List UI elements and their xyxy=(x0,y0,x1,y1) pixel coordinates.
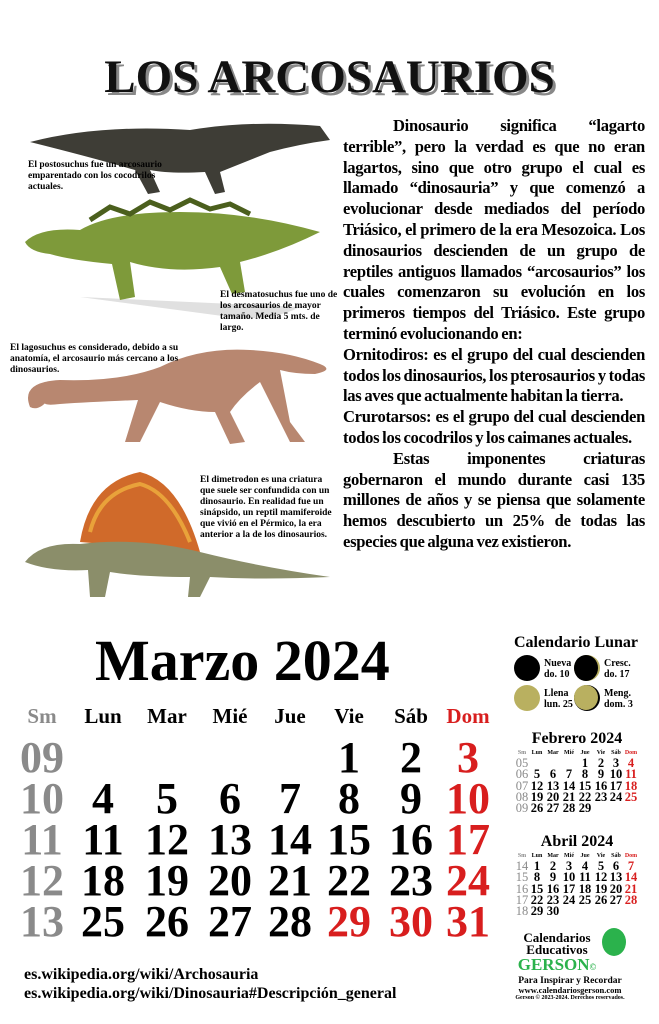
full-moon-icon xyxy=(514,685,540,711)
lunar-phase-new xyxy=(544,658,571,680)
copyright-mark: © xyxy=(589,962,597,972)
mini-day-cell: 21 xyxy=(624,881,638,896)
weekday-header: Sm xyxy=(27,704,57,728)
day-cell: 1 xyxy=(338,733,360,782)
mini-day-cell: 15 xyxy=(578,778,592,793)
day-cell: 6 xyxy=(219,774,241,823)
mini-week-number: 06 xyxy=(515,767,529,782)
lunar-phase-waning xyxy=(604,688,633,710)
mini-day-cell: 8 xyxy=(581,767,589,782)
mini-day-cell: 20 xyxy=(546,789,560,804)
day-cell: 20 xyxy=(208,856,252,905)
week-number: 10 xyxy=(20,774,64,823)
mini-weekday-header: Jue xyxy=(580,750,590,756)
waxing-moon-icon xyxy=(574,655,600,681)
day-cell: 18 xyxy=(81,856,125,905)
mini-weekday-header: Dom xyxy=(624,853,638,859)
phase-date: do. 17 xyxy=(604,669,630,680)
day-cell: 14 xyxy=(268,815,312,864)
day-cell: 29 xyxy=(327,897,371,946)
day-cell: 5 xyxy=(156,774,178,823)
phase-name: Nueva xyxy=(544,658,572,669)
mini-day-cell: 2 xyxy=(597,756,605,770)
mini-weekday-header: Vie xyxy=(596,750,606,756)
mini-day-cell: 11 xyxy=(625,767,637,782)
day-cell: 24 xyxy=(446,856,490,905)
mini-day-cell: 23 xyxy=(594,789,608,804)
day-cell: 12 xyxy=(145,815,189,864)
reference-links xyxy=(24,965,396,1003)
mini-day-cell: 12 xyxy=(530,778,544,793)
weekday-header: Mié xyxy=(212,704,248,728)
day-cell: 27 xyxy=(208,897,252,946)
mini-calendar-title: Abril 2024 xyxy=(540,833,614,850)
day-cell: 7 xyxy=(279,774,301,823)
day-cell: 26 xyxy=(145,897,189,946)
mini-day-cell: 28 xyxy=(624,892,638,907)
mini-week-number: 08 xyxy=(515,789,529,804)
weekday-header: Dom xyxy=(446,704,490,728)
mini-calendar-title: Febrero 2024 xyxy=(531,730,623,747)
day-cell: 3 xyxy=(457,733,479,782)
link-dinosauria[interactable]: es.wikipedia.org/wiki/Dinosauria#Descripción_general xyxy=(24,985,397,1002)
day-cell: 17 xyxy=(446,815,490,864)
lunar-phase-full xyxy=(544,688,573,710)
day-cell: 9 xyxy=(400,774,422,823)
week-number: 11 xyxy=(21,815,63,864)
day-cell: 31 xyxy=(446,897,490,946)
new-moon-icon xyxy=(514,655,540,681)
mini-day-cell: 30 xyxy=(546,904,560,919)
week-number: 13 xyxy=(20,897,64,946)
logo-line1: Calendarios xyxy=(523,930,591,945)
mini-day-cell: 24 xyxy=(562,892,576,907)
paragraph-conclusion: Estas imponentes criaturas gobernaron el mundo durante casi 135 millones de años y se piensa que solamente hemos descubierto un 25% de todas las especies que alguna vez existieron. xyxy=(343,448,645,551)
day-cell: 4 xyxy=(92,774,114,823)
mini-day-cell: 26 xyxy=(594,892,608,907)
mini-weekday-header: Sm xyxy=(517,853,527,859)
day-cell: 21 xyxy=(268,856,312,905)
mini-day-cell: 11 xyxy=(579,870,591,885)
mini-weekday-header: Lun xyxy=(531,853,543,859)
mini-day-cell: 3 xyxy=(612,756,620,770)
mini-week-number: 16 xyxy=(515,881,529,896)
mini-day-cell: 25 xyxy=(578,892,592,907)
paragraph-ornitodiros: Ornitodiros: es el grupo del cual descienden todos los dinosaurios, los pterosaurios y todas las aves que actualmente habitan la tierra. xyxy=(343,344,645,406)
phase-name: Llena xyxy=(544,688,569,699)
mini-day-cell: 10 xyxy=(609,767,623,782)
mini-day-cell: 9 xyxy=(549,870,557,885)
mini-day-cell: 29 xyxy=(578,801,592,816)
lunar-phase-waxing xyxy=(604,658,631,680)
mini-day-cell: 22 xyxy=(578,789,592,804)
caption-dimetrodon: El dimetrodon es una criatura que suele ser confundida con un dinosaurio. En realidad fue un sinápsido, un reptil mamiferoide que vivió en el Pérmico, la era anterior a la de los dinosaurios. xyxy=(200,475,332,540)
mini-day-cell: 10 xyxy=(562,870,576,885)
phase-name: Cresc. xyxy=(604,658,631,669)
phase-date: do. 10 xyxy=(544,669,570,680)
logo-url[interactable]: www.calendariosgerson.com xyxy=(518,985,622,995)
mini-day-cell: 6 xyxy=(549,767,557,782)
day-cell: 2 xyxy=(400,733,422,782)
logo-rights: Gerson © 2023-2024. Derechos reservados. xyxy=(515,995,625,1001)
day-cell: 30 xyxy=(389,897,433,946)
mini-day-cell: 13 xyxy=(609,870,623,885)
mini-day-cell: 7 xyxy=(627,859,635,873)
mini-day-cell: 21 xyxy=(562,789,576,804)
day-cell: 13 xyxy=(208,815,252,864)
mini-week-number: 15 xyxy=(515,870,529,885)
mini-day-cell: 24 xyxy=(609,789,623,804)
mini-day-cell: 20 xyxy=(609,881,623,896)
day-cell: 10 xyxy=(446,774,490,823)
day-cell: 15 xyxy=(327,815,371,864)
mini-weekday-header: Sáb xyxy=(611,750,621,756)
mini-day-cell: 27 xyxy=(609,892,623,907)
mini-week-number: 07 xyxy=(515,778,529,793)
mini-week-number: 17 xyxy=(515,892,529,907)
mini-day-cell: 7 xyxy=(565,767,573,782)
mini-day-cell: 6 xyxy=(612,859,620,873)
mini-weekday-header: Mié xyxy=(564,853,574,859)
logo-brand: GERSON xyxy=(517,955,590,974)
mini-weekday-header: Lun xyxy=(531,750,543,756)
day-cell: 22 xyxy=(327,856,371,905)
mini-weekday-header: Sm xyxy=(517,750,527,756)
article-text xyxy=(343,116,645,553)
mini-weekday-header: Mar xyxy=(547,750,559,756)
logo-line2: Educativos xyxy=(526,942,588,957)
mini-day-cell: 29 xyxy=(530,904,544,919)
mini-day-cell: 1 xyxy=(581,756,589,770)
mini-week-number: 09 xyxy=(515,801,529,816)
mini-day-cell: 14 xyxy=(624,870,638,885)
caption-desmatosuchus: El desmatosuchus fue uno de los arcosaurios de mayor tamaño. Media 5 mts. de largo. xyxy=(220,290,338,333)
day-cell: 23 xyxy=(389,856,433,905)
mini-day-cell: 28 xyxy=(562,801,576,816)
mini-day-cell: 15 xyxy=(530,881,544,896)
lunar-calendar-title: Calendario Lunar xyxy=(514,634,639,651)
mini-day-cell: 1 xyxy=(533,859,541,873)
mini-day-cell: 16 xyxy=(594,778,608,793)
caption-postosuchus: El postosuchus fue un arcosaurio emparentado con los cocodrilos actuales. xyxy=(28,160,162,192)
mini-day-cell: 5 xyxy=(533,767,541,782)
day-cell: 8 xyxy=(338,774,360,823)
mini-weekday-header: Vie xyxy=(596,853,606,859)
mini-day-cell: 5 xyxy=(597,859,605,873)
mini-day-cell: 26 xyxy=(530,801,544,816)
day-cell: 16 xyxy=(389,815,433,864)
mini-day-cell: 17 xyxy=(562,881,576,896)
mini-day-cell: 19 xyxy=(530,789,544,804)
phase-date: lun. 25 xyxy=(544,699,573,710)
mini-day-cell: 12 xyxy=(594,870,608,885)
mini-week-number: 14 xyxy=(515,859,529,873)
day-cell: 19 xyxy=(145,856,189,905)
mini-day-cell: 8 xyxy=(533,870,541,885)
mini-day-cell: 25 xyxy=(624,789,638,804)
mini-weekday-header: Mié xyxy=(564,750,574,756)
mini-day-cell: 22 xyxy=(530,892,544,907)
mini-day-cell: 3 xyxy=(565,859,573,873)
mini-day-cell: 9 xyxy=(597,767,605,782)
day-cell: 11 xyxy=(82,815,124,864)
mini-week-number: 18 xyxy=(515,904,529,919)
day-cell: 25 xyxy=(81,897,125,946)
mini-day-cell: 27 xyxy=(546,801,560,816)
day-cell: 28 xyxy=(268,897,312,946)
week-number: 12 xyxy=(20,856,64,905)
paragraph-crurotarsos: Crurotarsos: es el grupo del cual descienden todos los cocodrilos y los caimanes actuales. xyxy=(343,407,645,447)
page-title: LOS ARCOSAURIOS xyxy=(104,51,555,103)
mini-week-number: 05 xyxy=(515,756,529,770)
caption-lagosuchus: El lagosuchus es considerado, debido a su anatomía, el arcosaurio más cercano a los dinosaurios. xyxy=(10,343,179,375)
mini-day-cell: 19 xyxy=(594,881,608,896)
mini-day-cell: 23 xyxy=(546,892,560,907)
apple-mascot-icon xyxy=(602,928,626,956)
mini-day-cell: 18 xyxy=(624,778,638,793)
mini-day-cell: 4 xyxy=(581,859,589,873)
mini-day-cell: 13 xyxy=(546,778,560,793)
mini-day-cell: 17 xyxy=(609,778,623,793)
phase-name: Meng. xyxy=(604,688,631,699)
weekday-header: Jue xyxy=(274,704,306,728)
mini-day-cell: 4 xyxy=(627,756,635,770)
mini-weekday-header: Jue xyxy=(580,853,590,859)
mini-weekday-header: Mar xyxy=(547,853,559,859)
weekday-header: Sáb xyxy=(394,704,428,728)
mini-day-cell: 16 xyxy=(546,881,560,896)
phase-date: dom. 3 xyxy=(604,699,633,710)
waning-moon-icon xyxy=(574,685,600,711)
mini-day-cell: 14 xyxy=(562,778,576,793)
paragraph-intro: Dinosaurio significa “lagarto terrible”, pero la verdad es que no eran lagartos, sino que otro grupo el cual es llamado “dinosauria” y que comenzó a evolucionar desde mediados del período Triásico, el primero de la era Mesozoica. Los dinosaurios descienden de un grupo de reptiles antiguos llamados “arcosaurios” los cuales comenzaron su evolución en los primeros tiempos del Triásico. Este grupo terminó evolucionando en: xyxy=(343,116,645,343)
weekday-header: Mar xyxy=(147,704,187,728)
link-archosauria[interactable]: es.wikipedia.org/wiki/Archosauria xyxy=(24,966,259,983)
month-title: Marzo 2024 xyxy=(95,628,390,693)
mini-weekday-header: Dom xyxy=(624,750,638,756)
mini-weekday-header: Sáb xyxy=(611,853,621,859)
mini-day-cell: 2 xyxy=(549,859,557,873)
weekday-header: Vie xyxy=(334,704,364,728)
weekday-header: Lun xyxy=(84,704,122,728)
week-number: 09 xyxy=(20,733,64,782)
logo-tagline: Para Inspirar y Recordar xyxy=(518,976,622,986)
mini-day-cell: 18 xyxy=(578,881,592,896)
